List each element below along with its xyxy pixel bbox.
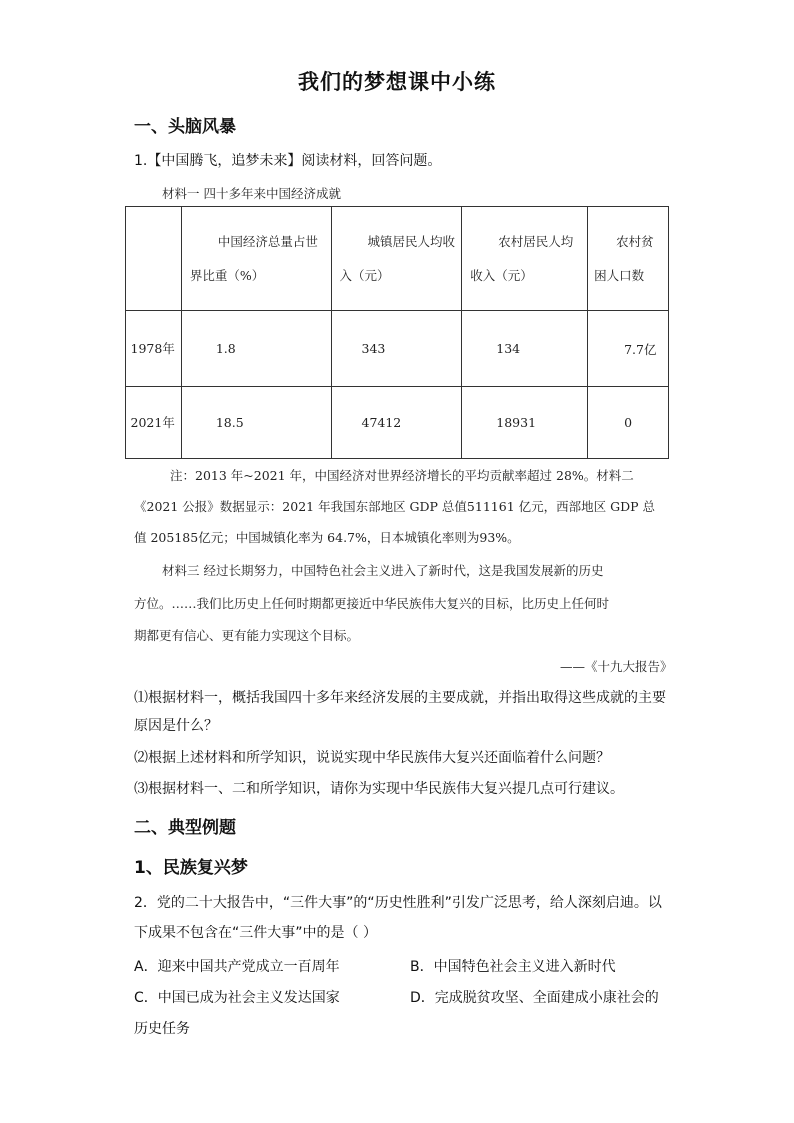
question-2-stem-line: 下成果不包含在“三件大事”中的是（ ）: [134, 925, 377, 941]
subquestion-1-line: ⑴根据材料一，概括我国四十多年来经济发展的主要成就，并指出取得这些成就的主要: [134, 690, 666, 706]
table-cell-year: 2021年: [126, 387, 182, 459]
table-row: [126, 387, 669, 459]
section-heading-brainstorm: 一、头脑风暴: [134, 117, 236, 137]
economic-achievements-table: [125, 206, 669, 459]
table-cell: 18931: [462, 387, 588, 459]
table-header-row: [126, 207, 669, 311]
question-2-stem-line: 2．党的二十大报告中，“三件大事”的“历史性胜利”引发广泛思考，给人深刻启迪。以: [134, 895, 662, 911]
material-3-line: 方位。……我们比历史上任何时期都更接近中华民族伟大复兴的目标，比历史上任何时: [134, 596, 610, 611]
page-title: 我们的梦想课中小练: [298, 70, 496, 94]
option-c[interactable]: C．中国已成为社会主义发达国家: [134, 990, 340, 1006]
subquestion-3: ⑶根据材料一、二和所学知识，请你为实现中华民族伟大复兴提几点可行建议。: [134, 781, 624, 797]
note-line: 注：2013 年~2021 年，中国经济对世界经济增长的平均贡献率超过 28%。材料二: [170, 468, 634, 483]
table-cell: 7.7亿: [588, 311, 669, 387]
note-line: 值 205185亿元；中国城镇化率为 64.7%，日本城镇化率则为93%。: [134, 530, 520, 545]
table-cell: 47412: [331, 387, 462, 459]
table-header-cell: [126, 207, 182, 311]
option-a[interactable]: A．迎来中国共产党成立一百周年: [134, 959, 340, 975]
table-cell: 1.8: [181, 311, 331, 387]
table-cell: 18.5: [181, 387, 331, 459]
question-1-prompt: 1.【中国腾飞，追梦未来】阅读材料，回答问题。: [134, 153, 442, 169]
note-line: 《2021 公报》数据显示：2021 年我国东部地区 GDP 总值511161 亿元，西部地区 GDP 总: [134, 499, 655, 514]
table-cell: 134: [462, 311, 588, 387]
option-b[interactable]: B．中国特色社会主义进入新时代: [410, 959, 616, 975]
subsection-heading: 1、民族复兴梦: [134, 858, 248, 878]
material-3-line: 期都更有信心、更有能力实现这个目标。: [134, 628, 360, 643]
table-header-cell: 农村居民人均收入（元）: [462, 207, 588, 311]
material-1-caption: 材料一 四十多年来中国经济成就: [162, 186, 341, 201]
subquestion-2: ⑵根据上述材料和所学知识，说说实现中华民族伟大复兴还面临着什么问题？: [134, 750, 610, 766]
table-header-cell: 中国经济总量占世界比重（%）: [181, 207, 331, 311]
material-3-line: 材料三 经过长期努力，中国特色社会主义进入了新时代，这是我国发展新的历史: [162, 563, 604, 578]
table-row: [126, 311, 669, 387]
option-d[interactable]: D．完成脱贫攻坚、全面建成小康社会的: [410, 990, 659, 1006]
source-citation: ——《十九大报告》: [560, 659, 673, 674]
option-d-continuation: 历史任务: [134, 1021, 190, 1037]
table-header-cell: 农村贫困人口数: [588, 207, 669, 311]
subquestion-1-line: 原因是什么？: [134, 718, 218, 734]
table-cell: 343: [331, 311, 462, 387]
table-cell-year: 1978年: [126, 311, 182, 387]
section-heading-examples: 二、典型例题: [134, 818, 236, 838]
table-header-cell: 城镇居民人均收入（元）: [331, 207, 462, 311]
table-cell: 0: [588, 387, 669, 459]
